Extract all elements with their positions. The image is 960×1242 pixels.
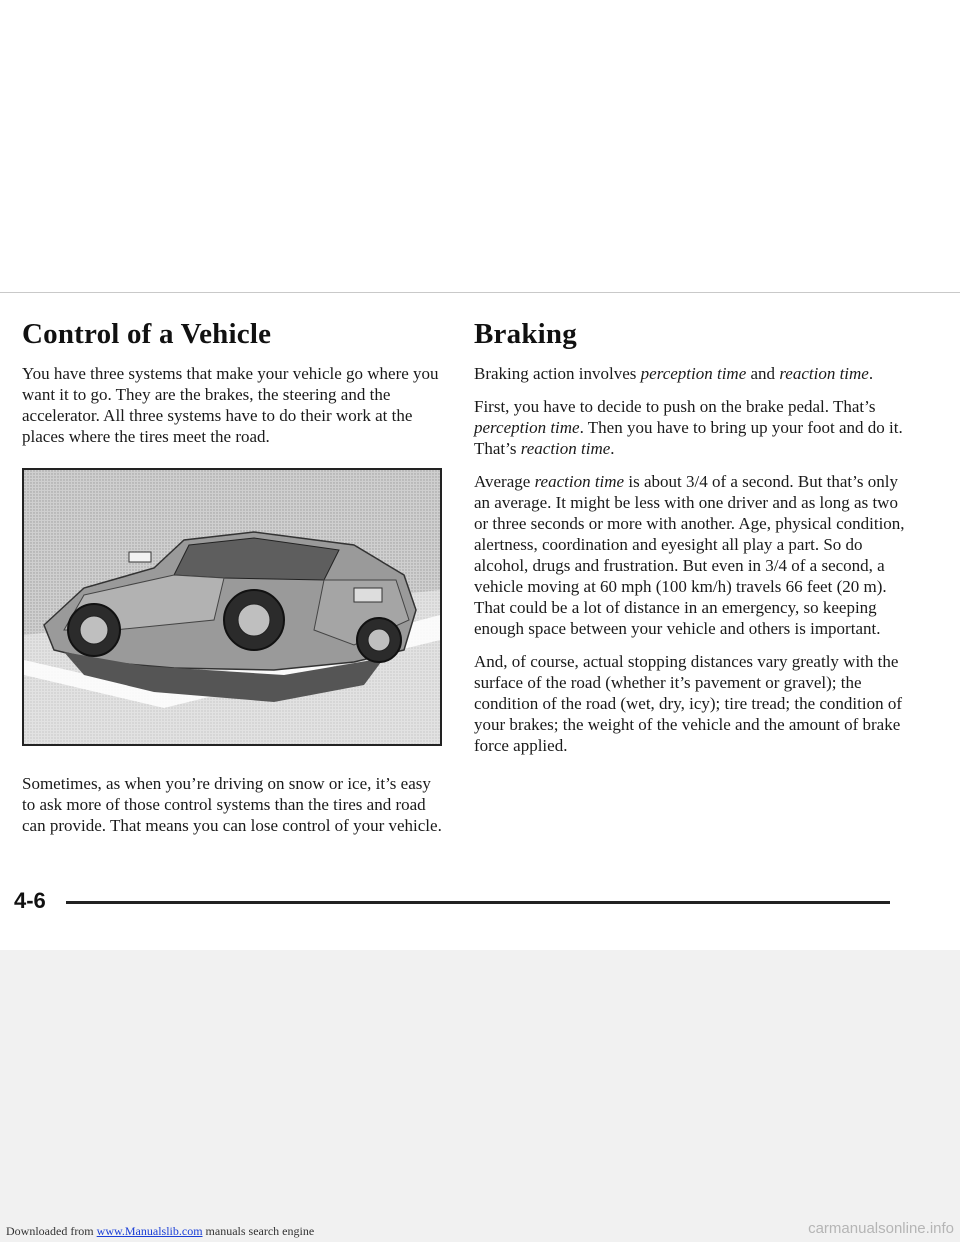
page-number: 4-6 [14,888,46,913]
manualslib-link[interactable]: www.Manualslib.com [96,1224,203,1238]
vehicle-illustration [22,468,442,746]
emphasis-perception-time: perception time [474,418,580,437]
control-heading: Control of a Vehicle [22,318,272,350]
control-paragraph-1: You have three systems that make your vehicle go where you want it to go. They are the brakes, the steering and the accelerator. All three systems have to do their work at the places where the tires meet the road. [22,364,439,446]
text-run: . [610,439,615,458]
emphasis-reaction-time: reaction time [779,364,869,383]
footer-suffix: manuals search engine [202,1224,315,1238]
car-on-road-image [24,470,440,744]
download-footer [6,1224,314,1239]
scan-edge-line [0,292,960,293]
left-column-bottom [22,773,442,848]
emphasis-reaction-time: reaction time [534,472,625,491]
braking-paragraph-4: And, of course, actual stopping distances vary greatly with the surface of the road (whether it’s pavement or gravel); the condition of the road (wet, dry, icy); tire tread; the condition of your brakes; the weight of the vehicle and the amount of brake force applied. [474,652,903,755]
emphasis-perception-time: perception time [640,364,747,383]
text-run: First, you have to decide to push on the brake pedal. That’s [474,397,876,416]
text-run: and [746,364,780,383]
braking-paragraph-3 [474,471,914,639]
braking-heading: Braking [474,318,577,350]
text-run: . [868,364,874,383]
top-margin [0,0,960,290]
text-run: Average [474,472,535,491]
left-column [22,318,442,459]
text-run: is about 3/4 of a second. But that’s only an average. It might be less with one driver and as long as two or three seconds or more with another. Age, physical condition, alertness, coordination and eyesight all play a part. So do alcohol, drugs and frustration. But even in 3/4 of a second, a vehicle moving at 60 mph (100 km/h) travels 66 feet (20 m). That could be a lot of distance in an emergency, so keeping enough space between your vehicle and others is important. [474,472,905,638]
footer-prefix: Downloaded from [6,1224,97,1238]
watermark-text: carmanualsonline.info [808,1220,954,1237]
bottom-margin [0,950,960,1242]
emphasis-reaction-time: reaction time [520,439,611,458]
text-run: . Then you have to bring up your foot and do it. That’s [474,418,903,458]
right-column [474,318,914,768]
control-paragraph-2: Sometimes, as when you’re driving on snow or ice, it’s easy to ask more of those control systems than the tires and road can provide. That means you can lose control of your vehicle. [22,774,442,835]
page-number-rule [66,901,890,904]
braking-paragraph-1 [474,363,914,384]
text-run: Braking action involves [474,364,641,383]
braking-paragraph-2 [474,396,914,459]
